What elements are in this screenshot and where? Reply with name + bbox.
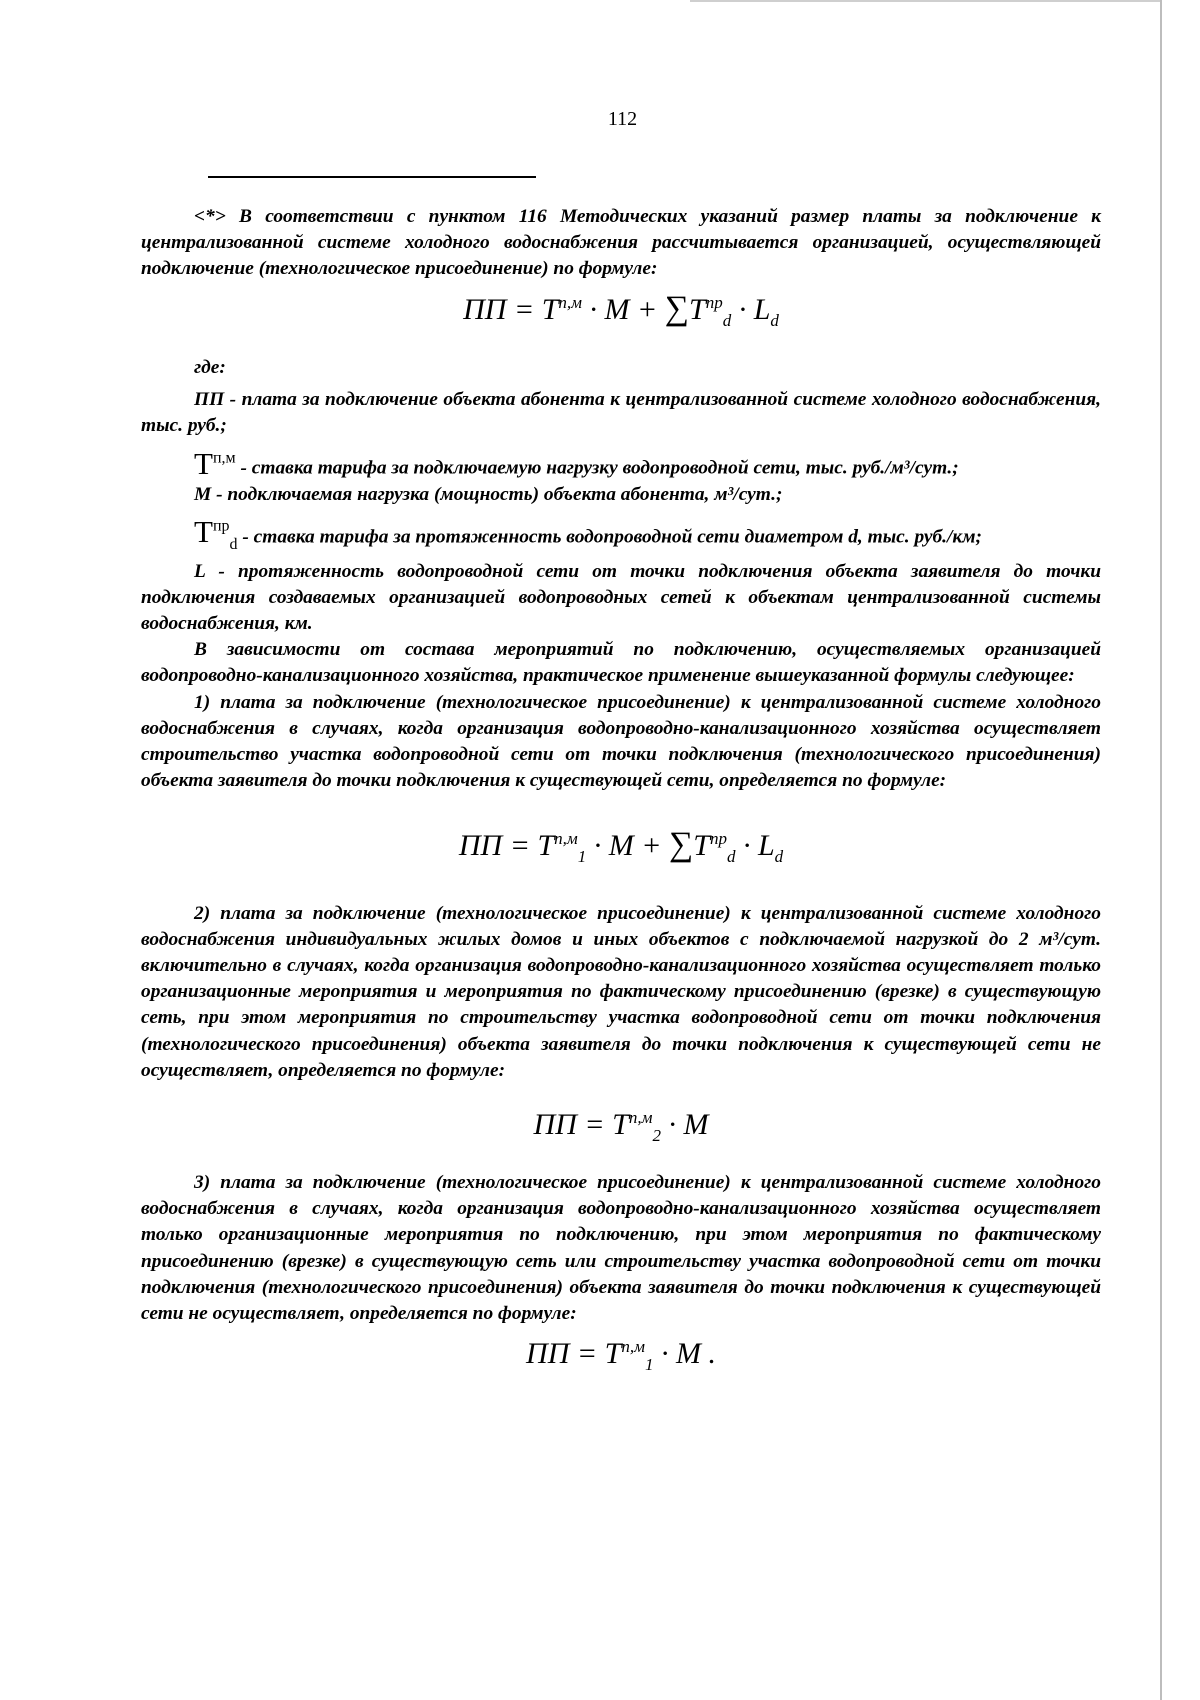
application-intro: В зависимости от состава мероприятий по подключению, осуществляемых организацией водопроводно-канализационного хозяйства, практическое применение вышеуказанной формулы следующее: [141, 639, 1101, 687]
td-symbol [194, 514, 238, 554]
formula-t-sub: 1 [577, 846, 587, 866]
formula-t: T [541, 292, 559, 326]
t-definition: - ставка тарифа за подключаемую нагрузку водопроводной сети, тыс. руб./м³/сут.; [240, 457, 959, 479]
main-formula: ПП = $T^{п,м} \cdot M + \sum T^{пр}_d \cdot L_d$ [463, 289, 779, 330]
scan-edge-right [1160, 0, 1162, 1700]
case-2-formula: ПП = $T^{п,м}_2 \cdot M$ [533, 1107, 709, 1145]
where-label: где: [194, 356, 226, 378]
formula-td-sub: d [726, 846, 736, 866]
case-2-text: 2) плата за подключение (технологическое присоединение) к централизованной системе холодного водоснабжения индивидуальных жилых домов и иных объектов с подключаемой нагрузкой до 2 м³/сут. включительно в случаях, когда организация водопроводно-канализационного хозяйства осуществляет только организационные мероприятия и мероприятия по фактическому присоединению (врезке) в существующую сеть, при этом мероприятия по строительству участка водопроводной сети от точки подключения (технологического присоединения) объекта заявителя до точки подключения к существующей сети не осуществляет, определяется по формуле: [141, 902, 1101, 1081]
footnote-separator [208, 176, 536, 178]
formula-lhs: ПП [533, 1107, 577, 1141]
formula-m: M [683, 1107, 709, 1141]
t-definition-row [141, 445, 1101, 482]
formula-m: M [608, 828, 634, 862]
pp-definition: ПП - плата за подключение объекта абонента к централизованной системе холодного водоснабжения, тыс. руб.; [141, 388, 1101, 437]
formula-td-sup: пр [705, 292, 723, 312]
formula-l-sub: d [770, 310, 779, 330]
t-symbol [194, 446, 236, 481]
formula-lhs: ПП [526, 1337, 570, 1371]
formula-td: T [689, 292, 706, 326]
formula-td-sub: d [722, 310, 732, 330]
formula-lhs: ПП [458, 828, 503, 862]
formula-m: M [675, 1337, 701, 1371]
formula-t: T [604, 1337, 622, 1371]
td-symbol-base: T [194, 514, 213, 550]
case-3-text: 3) плата за подключение (технологическое присоединение) к централизованной системе холодного водоснабжения в случаях, когда организация водопроводно-канализационного хозяйства осуществляет только организационные мероприятия по подключению, при этом мероприятия по фактическому присоединению (врезке) в существующую сеть или строительству участка водопроводной сети от точки подключения (технологического присоединения) объекта заявителя до точки подключения к существующей сети не осуществляет, определяется по формуле: [141, 1171, 1101, 1324]
td-symbol-sub: d [229, 536, 238, 554]
page-number: 112 [607, 108, 638, 130]
formula-t-sub: 2 [652, 1125, 661, 1145]
document-body [141, 204, 1101, 1385]
formula-l: L [753, 292, 771, 326]
td-definition: - ставка тарифа за протяженность водопроводной сети диаметром d, тыс. руб./км; [242, 526, 982, 548]
scan-edge-top [690, 0, 1160, 2]
formula-l-sub: d [774, 846, 784, 866]
formula-lhs: ПП [463, 292, 507, 326]
formula-t-sup: п,м [554, 828, 578, 848]
formula-t-sup: п,м [558, 292, 582, 312]
td-definition-row [141, 514, 1101, 559]
case-3-formula: ПП = $T^{п,м}_1 \cdot M$ . [526, 1337, 716, 1375]
formula-end: . [708, 1337, 716, 1371]
m-definition: M - подключаемая нагрузка (мощность) объекта абонента, м³/сут.; [194, 483, 783, 505]
case-1-formula: ПП = $T^{п,м}_1 \cdot M + \sum T^{пр}_d \cdot L_d$ [458, 825, 784, 866]
formula-t: T [612, 1107, 629, 1141]
formula-l: L [757, 828, 775, 862]
td-symbol-sup: пр [212, 517, 230, 535]
sum-symbol: ∑ [669, 825, 694, 863]
formula-td-sup: пр [709, 828, 727, 848]
formula-m: M [604, 292, 630, 326]
case-1-text: 1) плата за подключение (технологическое присоединение) к централизованной системе холодного водоснабжения в случаях, когда организация водопроводно-канализационного хозяйства осуществляет строительство участка водопроводной сети от точки подключения (технологического присоединения) объекта заявителя до точки подключения к существующей сети, определяется по формуле: [141, 691, 1101, 792]
t-symbol-base: T [194, 445, 213, 481]
formula-t-sup: п,м [628, 1107, 653, 1127]
sum-symbol: ∑ [664, 289, 689, 327]
l-definition: L - протяженность водопроводной сети от точки подключения объекта заявителя до точки подключения создаваемых организацией водопроводных сетей к объектам централизованной системы водоснабжения, км. [141, 560, 1101, 635]
formula-t-sub: 1 [644, 1355, 654, 1375]
formula-t: T [537, 828, 555, 862]
formula-t-sup: п,м [621, 1337, 645, 1357]
footnote-intro: <*> В соответствии с пунктом 116 Методических указаний размер платы за подключение к централизованной системе холодного водоснабжения рассчитывается организацией, осуществляющей подключение (технологическое присоединение) по формуле: [141, 206, 1101, 280]
formula-td: T [693, 828, 710, 862]
t-symbol-sup: п,м [212, 449, 236, 467]
